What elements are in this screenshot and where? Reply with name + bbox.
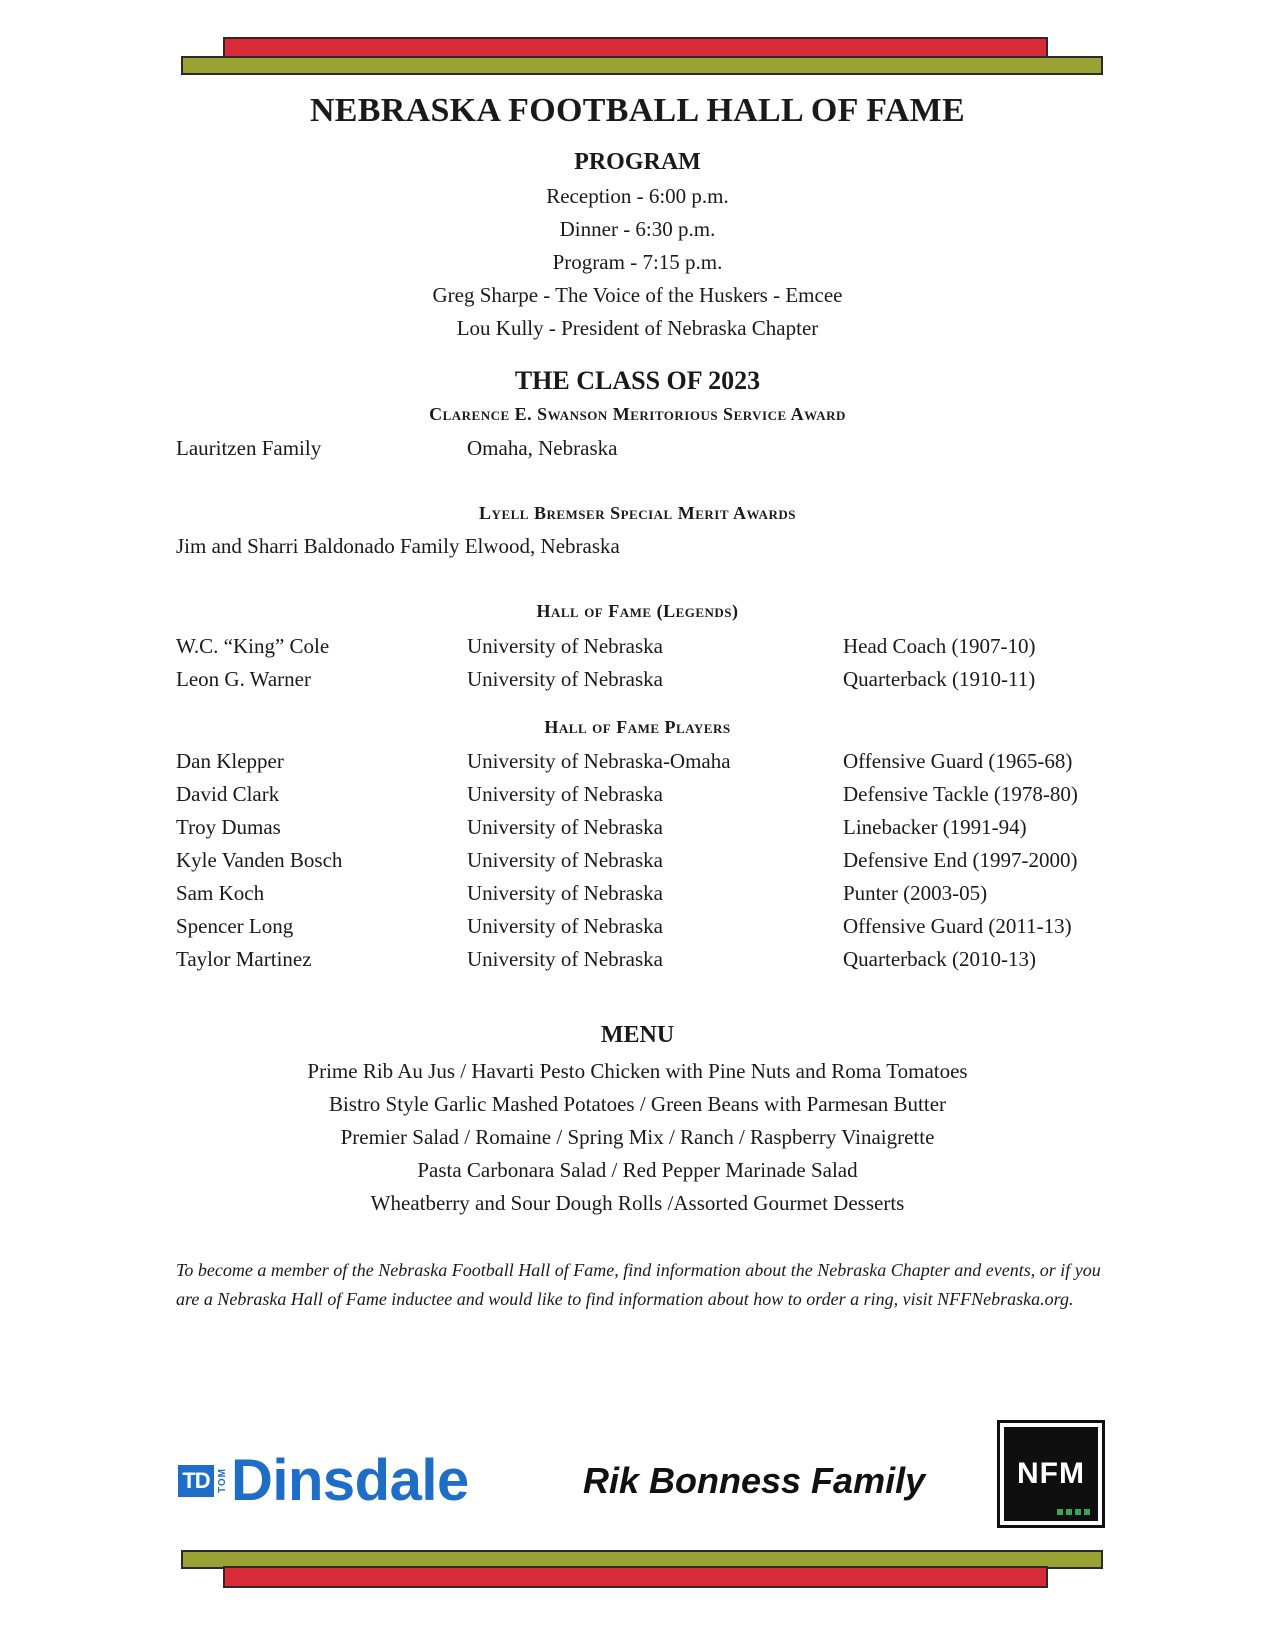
legend-school: University of Nebraska: [467, 667, 663, 691]
player-role: Quarterback (2010-13): [843, 947, 1036, 971]
player-role: Linebacker (1991-94): [843, 815, 1027, 839]
player-school: University of Nebraska: [467, 881, 663, 905]
menu-line: Wheatberry and Sour Dough Rolls /Assorted Gourmet Desserts: [370, 1191, 905, 1215]
swanson-place: Omaha, Nebraska: [467, 436, 618, 460]
menu-line: Pasta Carbonara Salad / Red Pepper Marinade Salad: [417, 1158, 858, 1182]
nfm-logo: [997, 1420, 1105, 1528]
player-role: Punter (2003-05): [843, 881, 988, 905]
menu-heading: MENU: [600, 1022, 675, 1048]
swanson-name: Lauritzen Family: [176, 436, 322, 460]
program-line: Greg Sharpe - The Voice of the Huskers - Emcee: [432, 283, 843, 307]
top-olive-bar: [181, 56, 1103, 75]
page-title: NEBRASKA FOOTBALL HALL OF FAME: [309, 92, 966, 129]
legend-name: Leon G. Warner: [176, 667, 311, 691]
class-heading: THE CLASS OF 2023: [514, 366, 761, 395]
player-role: Defensive End (1997-2000): [843, 848, 1078, 872]
program-line: Dinner - 6:30 p.m.: [559, 217, 716, 241]
legend-name: W.C. “King” Cole: [176, 634, 330, 658]
player-school: University of Nebraska: [467, 782, 663, 806]
menu-line: Premier Salad / Romaine / Spring Mix / Ranch / Raspberry Vinaigrette: [340, 1125, 935, 1149]
membership-note: To become a member of the Nebraska Football Hall of Fame, find information about the Nebraska Chapter and events, or if you are a Nebraska Hall of Fame inductee and would like to find information about how to order a ring, visit NFFNebraska.org.: [176, 1260, 1101, 1309]
legend-role: Head Coach (1907-10): [843, 634, 1036, 658]
program-line: Program - 7:15 p.m.: [552, 250, 723, 274]
legend-school: University of Nebraska: [467, 634, 663, 658]
players-heading: Hall of Fame Players: [544, 717, 731, 737]
player-role: Offensive Guard (2011-13): [843, 914, 1072, 938]
menu-line: Bistro Style Garlic Mashed Potatoes / Green Beans with Parmesan Butter: [328, 1092, 947, 1116]
player-name: Dan Klepper: [176, 749, 284, 773]
legends-heading: Hall of Fame (Legends): [536, 601, 739, 621]
program-line: Lou Kully - President of Nebraska Chapter: [456, 316, 819, 340]
player-role: Defensive Tackle (1978-80): [843, 782, 1078, 806]
player-school: University of Nebraska: [467, 815, 663, 839]
legend-role: Quarterback (1910-11): [843, 667, 1036, 691]
player-name: Taylor Martinez: [176, 947, 312, 971]
bottom-red-bar: [223, 1566, 1048, 1588]
player-role: Offensive Guard (1965-68): [843, 749, 1073, 773]
player-school: University of Nebraska: [467, 848, 663, 872]
program-line: Reception - 6:00 p.m.: [546, 184, 729, 208]
nfm-wordmark: NFM: [1017, 1457, 1085, 1490]
menu-line: Prime Rib Au Jus / Havarti Pesto Chicken with Pine Nuts and Roma Tomatoes: [307, 1059, 968, 1083]
player-name: Sam Koch: [176, 881, 265, 905]
bremser-line: Jim and Sharri Baldonado Family Elwood, Nebraska: [176, 534, 620, 558]
nfm-green-dots: [1057, 1509, 1090, 1515]
tom-label: TOM: [217, 1468, 228, 1494]
player-school: University of Nebraska: [467, 947, 663, 971]
nfm-logo-box: [1004, 1427, 1098, 1521]
tom-dinsdale-logo: [178, 1450, 469, 1512]
bremser-award-heading: Lyell Bremser Special Merit Awards: [479, 503, 796, 523]
player-name: Kyle Vanden Bosch: [176, 848, 343, 872]
rik-bonness-family-sponsor: Rik Bonness Family: [583, 1460, 926, 1501]
player-school: University of Nebraska: [467, 914, 663, 938]
td-logo-icon: TD: [178, 1465, 214, 1497]
player-name: David Clark: [176, 782, 280, 806]
player-school: University of Nebraska-Omaha: [467, 749, 731, 773]
swanson-award-heading: Clarence E. Swanson Meritorious Service Award: [429, 404, 846, 424]
player-name: Spencer Long: [176, 914, 294, 938]
player-name: Troy Dumas: [176, 815, 281, 839]
dinsdale-wordmark: Dinsdale: [231, 1448, 469, 1513]
program-heading: PROGRAM: [574, 149, 701, 175]
